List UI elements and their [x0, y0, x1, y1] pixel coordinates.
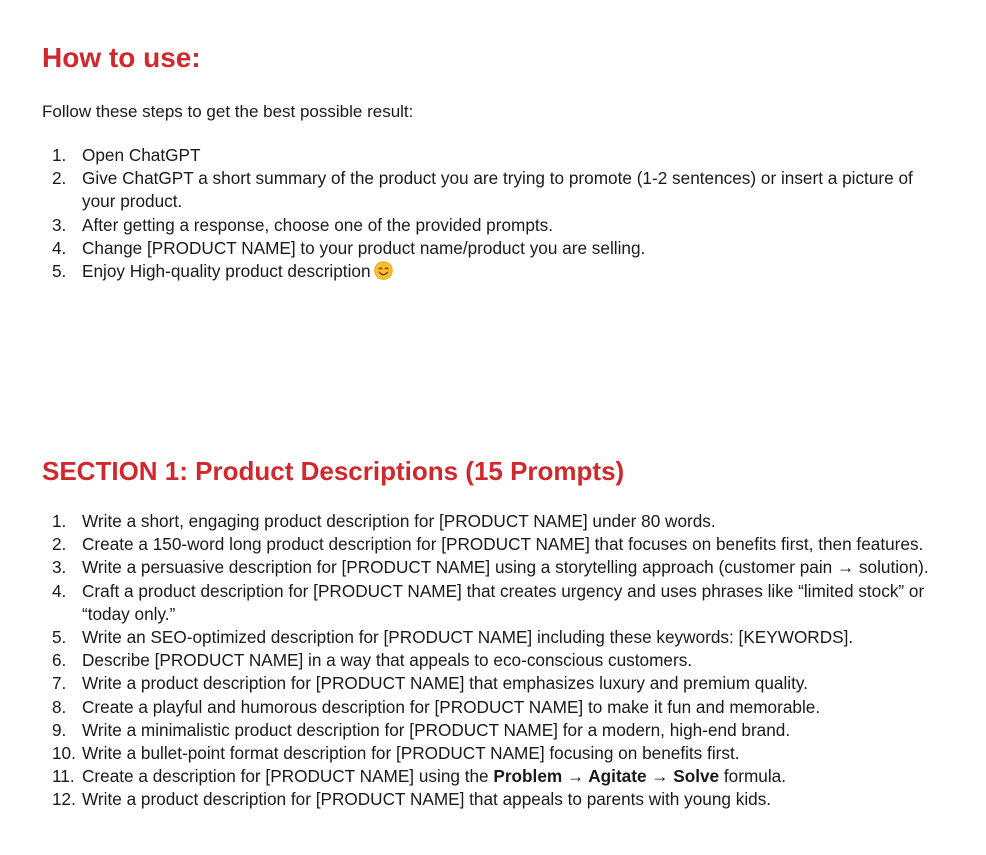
- smiling-face-emoji-icon: [374, 261, 393, 280]
- list-item: 5. Enjoy High-quality product description: [0, 260, 940, 283]
- prompts-list: [0, 510, 940, 812]
- list-item: 7. Write a product description for [PRODUCT NAME] that emphasizes luxury and premium quality.: [52, 673, 808, 694]
- list-item: 1. Write a short, engaging product description for [PRODUCT NAME] under 80 words.: [52, 511, 716, 531]
- list-item: 12. Write a product description for [PRODUCT NAME] that appeals to parents with young kids.: [52, 789, 772, 810]
- list-item: 3. After getting a response, choose one of the provided prompts.: [52, 214, 554, 235]
- list-item: 5. Write an SEO-optimized description for [PRODUCT NAME] including these keywords: [KEYWORDS].: [52, 627, 854, 648]
- steps-list: [0, 144, 940, 283]
- how-to-use-heading: How to use:: [42, 42, 201, 73]
- list-item: 11. Create a description for [PRODUCT NAME] using the Problem → Agitate → Solve formula.: [52, 766, 786, 787]
- intro-text: Follow these steps to get the best possible result:: [42, 102, 414, 121]
- list-item: 10. Write a bullet-point format description for [PRODUCT NAME] focusing on benefits first.: [52, 743, 740, 764]
- list-item: 2. Create a 150-word long product description for [PRODUCT NAME] that focuses on benefits first, then features.: [52, 534, 924, 555]
- list-item: 1. Open ChatGPT: [52, 145, 201, 165]
- section-1-heading: SECTION 1: Product Descriptions (15 Prompts): [42, 456, 625, 486]
- list-item: 8. Create a playful and humorous description for [PRODUCT NAME] to make it fun and memorable.: [52, 696, 821, 717]
- list-item: 3. Write a persuasive description for [PRODUCT NAME] using a storytelling approach (customer pain → solution).: [52, 557, 929, 578]
- list-item: 4. Change [PRODUCT NAME] to your product name/product you are selling.: [52, 237, 646, 258]
- list-item: 9. Write a minimalistic product description for [PRODUCT NAME] for a modern, high-end brand.: [52, 719, 791, 740]
- list-item: 6. Describe [PRODUCT NAME] in a way that appeals to eco-conscious customers.: [52, 650, 693, 671]
- list-item: 4. Craft a product description for [PRODUCT NAME] that creates urgency and uses phrases like “limited stock” or “today only.”: [52, 580, 925, 624]
- list-item: 2. Give ChatGPT a short summary of the product you are trying to promote (1-2 sentences) or insert a picture of your product.: [52, 168, 913, 212]
